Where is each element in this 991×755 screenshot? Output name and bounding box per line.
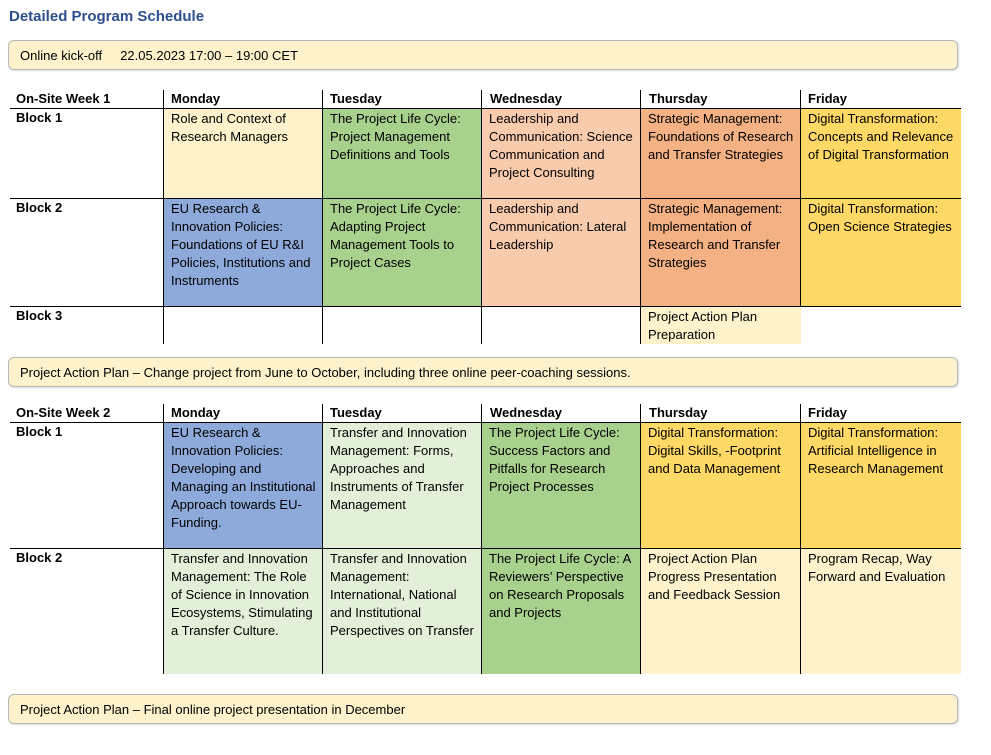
week1-block1-thursday: Strategic Management: Foundations of Research and Transfer Strategies (641, 109, 801, 198)
week1-day-wednesday: Wednesday (490, 91, 563, 106)
kickoff-banner (8, 40, 958, 70)
week1-label: On-Site Week 1 (16, 91, 111, 106)
week1-block2-rule (10, 306, 961, 307)
week1-block1-rule (10, 198, 961, 199)
week2-header-rule (10, 422, 961, 423)
week2-block2-tuesday: Transfer and Innovation Management: International, National and Institutional Perspectives on Transfer (323, 549, 482, 674)
week2-block2-label: Block 2 (16, 550, 63, 565)
kickoff-label: Online kick-off (20, 48, 103, 63)
week2-day-tuesday: Tuesday (330, 405, 382, 420)
week1-block2-wednesday: Leadership and Communication: Lateral Leadership (482, 199, 641, 306)
week1-block3-thursday: Project Action Plan Preparation (641, 307, 801, 344)
week2-col-divider (481, 404, 482, 674)
week1-block3-wednesday (482, 307, 641, 344)
week2-col-divider (163, 404, 164, 674)
week1-schedule (10, 90, 961, 344)
week1-col-divider (640, 90, 641, 344)
action-plan-final-banner: Project Action Plan – Final online project presentation in December (8, 694, 958, 724)
week2-block2-wednesday: The Project Life Cycle: A Reviewers’ Perspective on Research Proposals and Projects (482, 549, 641, 674)
week1-col-divider (163, 90, 164, 344)
action-plan-change-banner: Project Action Plan – Change project from June to October, including three online peer-coaching sessions. (8, 357, 958, 387)
week1-block2-label: Block 2 (16, 200, 63, 215)
week2-block2-thursday: Project Action Plan Progress Presentation and Feedback Session (641, 549, 801, 674)
week2-block1-rule (10, 548, 961, 549)
week1-day-friday: Friday (808, 91, 848, 106)
week1-col-divider (481, 90, 482, 344)
week2-col-divider (800, 404, 801, 674)
week1-col-divider (322, 90, 323, 344)
week2-block1-friday: Digital Transformation: Artificial Intelligence in Research Management (801, 423, 961, 548)
week2-label: On-Site Week 2 (16, 405, 111, 420)
week1-block3-tuesday (323, 307, 482, 344)
week1-block3-monday (164, 307, 323, 344)
week2-col-divider (640, 404, 641, 674)
week1-col-divider (800, 90, 801, 306)
week2-col-divider (322, 404, 323, 674)
week1-block2-monday: EU Research & Innovation Policies: Foundations of EU R&I Policies, Institutions and Instruments (164, 199, 323, 306)
week2-block1-label: Block 1 (16, 424, 63, 439)
week2-day-friday: Friday (808, 405, 848, 420)
week1-block1-label: Block 1 (16, 110, 63, 125)
week1-day-monday: Monday (171, 91, 221, 106)
week2-day-wednesday: Wednesday (490, 405, 563, 420)
week2-block1-thursday: Digital Transformation: Digital Skills, -Footprint and Data Management (641, 423, 801, 548)
week1-block3-label: Block 3 (16, 308, 63, 323)
week1-block2-thursday: Strategic Management: Implementation of Research and Transfer Strategies (641, 199, 801, 306)
week2-block1-wednesday: The Project Life Cycle: Success Factors and Pitfalls for Research Project Processes (482, 423, 641, 548)
week2-day-thursday: Thursday (649, 405, 708, 420)
week1-block1-tuesday: The Project Life Cycle: Project Management Definitions and Tools (323, 109, 482, 198)
week2-block1-tuesday: Transfer and Innovation Management: Forms, Approaches and Instruments of Transfer Management (323, 423, 482, 548)
week1-header-rule (10, 108, 961, 109)
week1-block1-friday: Digital Transformation: Concepts and Relevance of Digital Transformation (801, 109, 961, 198)
page-title: Detailed Program Schedule (9, 8, 205, 25)
week1-block1-monday: Role and Context of Research Managers (164, 109, 323, 198)
week2-schedule (10, 404, 961, 674)
week2-block2-monday: Transfer and Innovation Management: The Role of Science in Innovation Ecosystems, Stimulating a Transfer Culture. (164, 549, 323, 674)
week2-day-monday: Monday (171, 405, 221, 420)
week1-day-thursday: Thursday (649, 91, 708, 106)
week1-block3-friday (801, 307, 961, 344)
week1-block1-wednesday: Leadership and Communication: Science Communication and Project Consulting (482, 109, 641, 198)
week2-block2-friday: Program Recap, Way Forward and Evaluation (801, 549, 961, 674)
kickoff-datetime: 22.05.2023 17:00 – 19:00 CET (120, 48, 299, 63)
week1-day-tuesday: Tuesday (330, 91, 382, 106)
week2-block1-monday: EU Research & Innovation Policies: Developing and Managing an Institutional Approach towards EU-Funding. (164, 423, 323, 548)
week1-block2-friday: Digital Transformation: Open Science Strategies (801, 199, 961, 306)
week1-block2-tuesday: The Project Life Cycle: Adapting Project Management Tools to Project Cases (323, 199, 482, 306)
